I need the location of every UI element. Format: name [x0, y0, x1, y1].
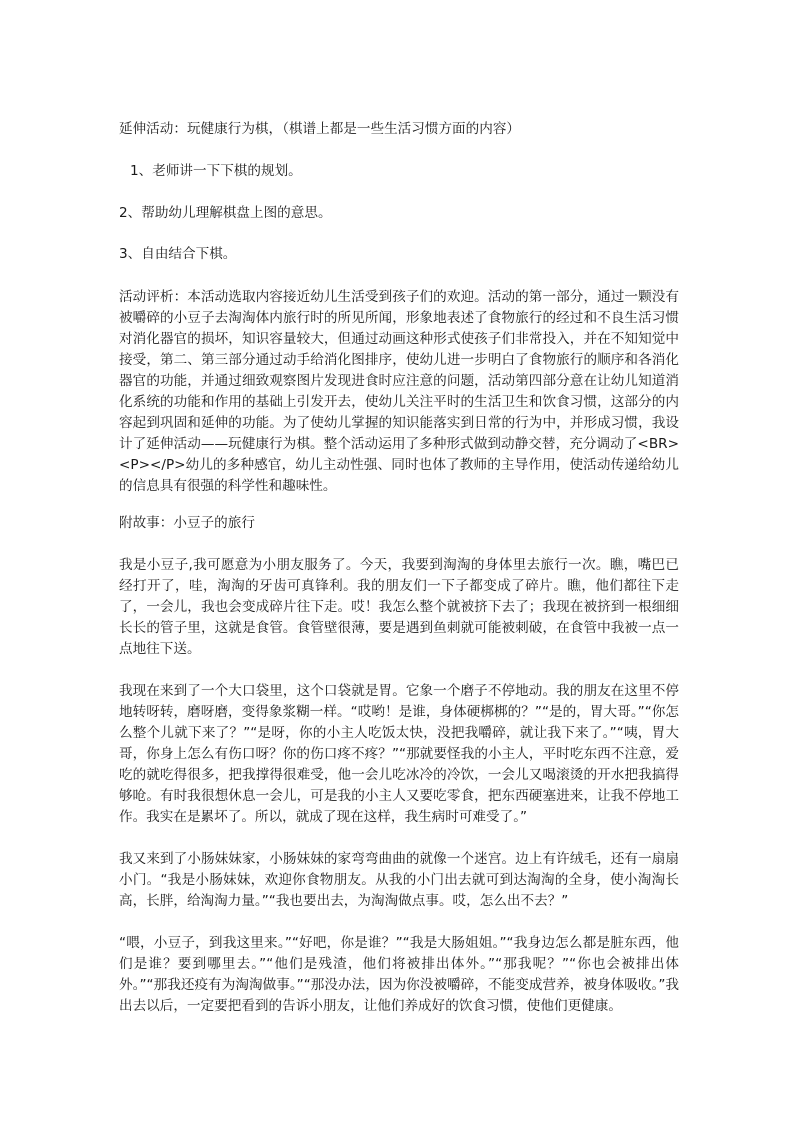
step-2: 2、帮助幼儿理解棋盘上图的意思。 [119, 205, 332, 221]
step-1: 1、老师讲一下下棋的规划。 [130, 163, 302, 179]
story-paragraph-1: 我是小豆子,我可愿意为小朋友服务了。今天，我要到淘淘的身体里去旅行一次。瞧，嘴巴已经打开了，哇，淘淘的牙齿可真锋利。我的朋友们一下子都变成了碎片。瞧，他们都往下走了，一会儿，我也会变成碎片往下走。哎！我怎么整个就被挤下去了；我现在被挤到一根细细长长的管子里，这就是食管。食管壁很薄，要是遇到鱼刺就可能被刺破，在食管中我被一点一点地往下送。 [119, 557, 679, 657]
story-paragraph-2: 我现在来到了一个大口袋里，这个口袋就是胃。它象一个磨子不停地动。我的朋友在这里不停地转呀转，磨呀磨，变得象浆糊一样。“哎哟！是谁，身体硬梆梆的？”“是的，胃大哥。”“你怎么整个儿就下来了？”“是呀，你的小主人吃饭太快，没把我嚼碎，就让我下来了。”“咦，胃大哥，你身上怎么有伤口呀？你的伤口疼不疼？”“那就要怪我的小主人，平时吃东西不注意，爱吃的就吃得很多，把我撑得很难受，他一会儿吃冰冷的冷饮，一会儿又喝滚烫的开水把我搞得够呛。有时我很想休息一会儿，可是我的小主人又要吃零食，把东西硬塞进来，让我不停地工作。我实在是累坏了。所以，就成了现在这样，我生病时可难受了。” [119, 683, 679, 825]
activity-evaluation-paragraph: 活动评析：本活动选取内容接近幼儿生活受到孩子们的欢迎。活动的第一部分，通过一颗没有被嚼碎的小豆子去淘淘体内旅行时的所见所闻，形象地表述了食物旅行的经过和不良生活习惯对消化器官的损坏，知识容量较大，但通过动画这种形式使孩子们非常投入，并在不知知觉中接受，第二、第三部分通过动手给消化图排序，使幼儿进一步明白了食物旅行的顺序和各消化器官的功能，并通过细致观察图片发现进食时应注意的问题，活动第四部分意在让幼儿知道消化系统的功能和作用的基础上引发开去，使幼儿关注平时的生活卫生和饮食习惯，这部分的内容起到巩固和延伸的功能。为了使幼儿掌握的知识能落实到日常的行为中，并形成习惯，我设计了延伸活动——玩健康行为棋。整个活动运用了多种形式做到动静交替，充分调动了<BR><P></P>幼儿的多种感官，幼儿主动性强、同时也体了教师的主导作用，使活动传递给幼儿的信息具有很强的科学性和趣味性。 [119, 289, 679, 494]
step-3: 3、自由结合下棋。 [119, 246, 237, 262]
extension-activity-heading: 延伸活动：玩健康行为棋，（棋谱上都是一些生活习惯方面的内容） [119, 121, 521, 137]
story-paragraph-4: “喂，小豆子，到我这里来。”“好吧，你是谁？”“我是大肠姐姐。”“我身边怎么都是脏东西，他们是谁？要到哪里去。”“他们是残渣，他们将被排出体外。”“那我呢？”“你也会被排出体外。”“那我还疫有为淘淘做事。”“那没办法，因为你没被嚼碎，不能变成营养，被身体吸收。”我出去以后，一定要把看到的告诉小朋友，让他们养成好的饮食习惯，使他们更健康。 [119, 935, 679, 1014]
story-title: 附故事：小豆子的旅行 [119, 515, 255, 531]
story-paragraph-3: 我又来到了小肠妹妹家，小肠妹妹的家弯弯曲曲的就像一个迷宫。边上有许绒毛，还有一扇扇小门。“我是小肠妹妹，欢迎你食物朋友。从我的小门出去就可到达淘淘的全身，使小淘淘长高，长胖，给淘淘力量。”“我也要出去，为淘淘做点事。哎，怎么出不去？” [119, 851, 679, 909]
